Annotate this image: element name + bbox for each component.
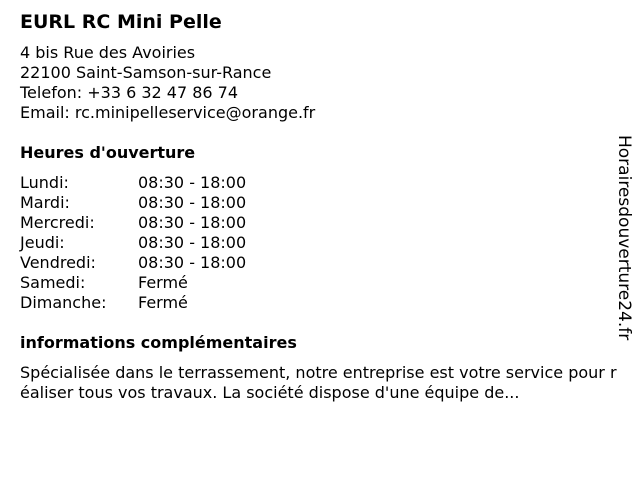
- street-address: 4 bis Rue des Avoiries: [20, 43, 196, 62]
- hours-row: [20, 193, 620, 213]
- hours-heading: Heures d'ouverture: [20, 143, 196, 162]
- hours-row: [20, 173, 620, 193]
- hours-row: [20, 293, 620, 313]
- business-name: EURL RC Mini Pelle: [20, 11, 222, 33]
- info-heading: informations complémentaires: [20, 333, 297, 352]
- hours-row: [20, 213, 620, 233]
- postal-city: 22100 Saint-Samson-sur-Rance: [20, 63, 272, 82]
- hours-time-value: 08:30 - 18:00: [138, 173, 247, 192]
- hours-time-value: Fermé: [138, 273, 188, 292]
- hours-day-label: Samedi:: [20, 273, 86, 292]
- hours-row: [20, 273, 620, 293]
- address-block: [20, 43, 620, 123]
- site-watermark: Horairesdouverture24.fr: [614, 135, 634, 341]
- business-card: [20, 9, 620, 403]
- info-description: Spécialisée dans le terrassement, notre entreprise est votre service pour réaliser tous vos travaux. La société dispose d'une équipe de...: [20, 363, 617, 402]
- hours-time-value: 08:30 - 18:00: [138, 233, 247, 252]
- hours-day-label: Mardi:: [20, 193, 70, 212]
- phone-number: Telefon: +33 6 32 47 86 74: [20, 83, 239, 102]
- hours-table: [20, 173, 620, 313]
- hours-row: [20, 253, 620, 273]
- hours-day-label: Lundi:: [20, 173, 69, 192]
- hours-day-label: Dimanche:: [20, 293, 107, 312]
- hours-time-value: Fermé: [138, 293, 188, 312]
- hours-day-label: Vendredi:: [20, 253, 96, 272]
- email-address: Email: rc.minipelleservice@orange.fr: [20, 103, 316, 122]
- hours-day-label: Mercredi:: [20, 213, 95, 232]
- hours-time-value: 08:30 - 18:00: [138, 193, 247, 212]
- hours-time-value: 08:30 - 18:00: [138, 213, 247, 232]
- hours-row: [20, 233, 620, 253]
- hours-time-value: 08:30 - 18:00: [138, 253, 247, 272]
- hours-day-label: Jeudi:: [20, 233, 65, 252]
